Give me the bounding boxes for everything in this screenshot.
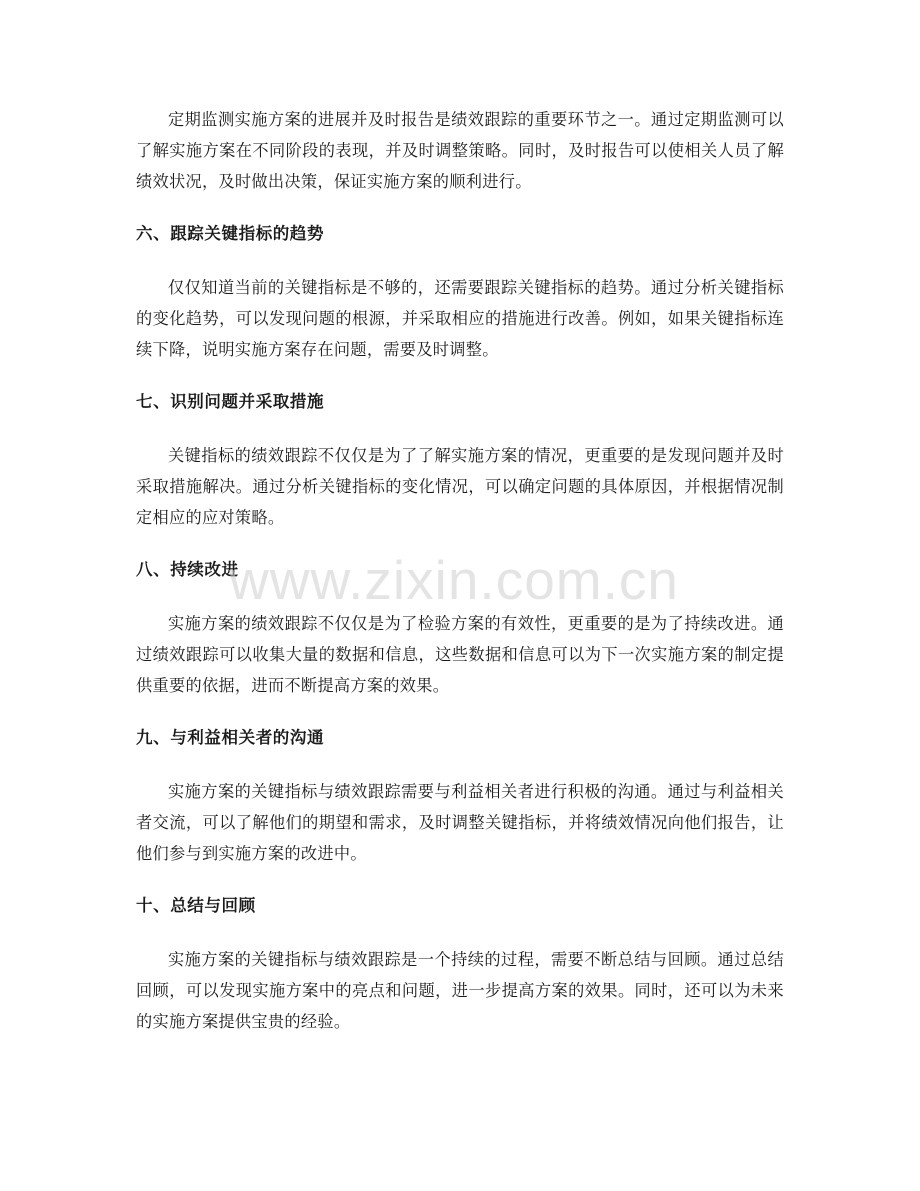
- section-paragraph-6: 仅仅知道当前的关键指标是不够的，还需要跟踪关键指标的趋势。通过分析关键指标的变化趋势，可以发现问题的根源，并采取相应的措施进行改善。例如，如果关键指标连续下降，说明实施方案存在问题，需要及时调整。: [136, 278, 784, 359]
- section-heading-9: 九、与利益相关者的沟通: [136, 728, 325, 747]
- document-body: [136, 104, 784, 1037]
- watermark-text: www.zixin.com.cn: [229, 549, 679, 611]
- section-heading-10: 十、总结与回顾: [136, 896, 256, 915]
- section-heading-7: 七、识别问题并采取措施: [136, 392, 325, 411]
- intro-paragraph: 定期监测实施方案的进展并及时报告是绩效跟踪的重要环节之一。通过定期监测可以了解实施方案在不同阶段的表现，并及时调整策略。同时，及时报告可以使相关人员了解绩效状况，及时做出决策，保证实施方案的顺利进行。: [136, 110, 784, 191]
- section-heading-8: 八、持续改进: [136, 560, 239, 579]
- section-paragraph-7: 关键指标的绩效跟踪不仅仅是为了了解实施方案的情况，更重要的是发现问题并及时采取措施解决。通过分析关键指标的变化情况，可以确定问题的具体原因，并根据情况制定相应的应对策略。: [136, 446, 784, 527]
- section-heading-6: 六、跟踪关键指标的趋势: [136, 224, 325, 243]
- section-paragraph-10: 实施方案的关键指标与绩效跟踪是一个持续的过程，需要不断总结与回顾。通过总结回顾，可以发现实施方案中的亮点和问题，进一步提高方案的效果。同时，还可以为未来的实施方案提供宝贵的经验。: [136, 950, 784, 1031]
- section-paragraph-9: 实施方案的关键指标与绩效跟踪需要与利益相关者进行积极的沟通。通过与利益相关者交流，可以了解他们的期望和需求，及时调整关键指标，并将绩效情况向他们报告，让他们参与到实施方案的改进中。: [136, 782, 784, 863]
- section-paragraph-8: 实施方案的绩效跟踪不仅仅是为了检验方案的有效性，更重要的是为了持续改进。通过绩效跟踪可以收集大量的数据和信息，这些数据和信息可以为下一次实施方案的制定提供重要的依据，进而不断提高方案的效果。: [136, 614, 784, 695]
